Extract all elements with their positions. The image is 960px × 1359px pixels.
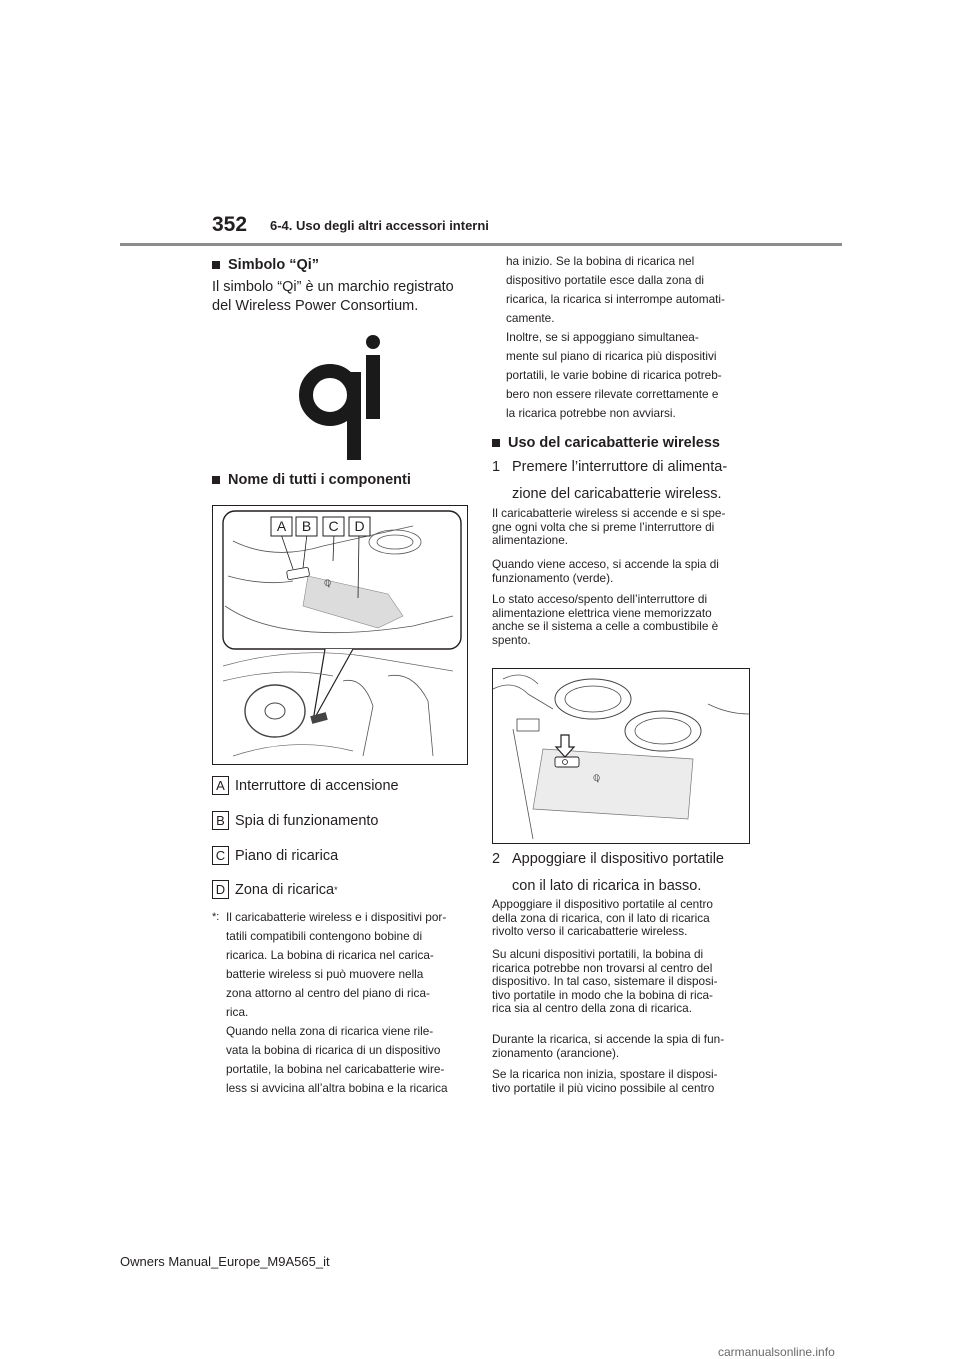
para-line: Lo stato acceso/spento dell’interruttore di bbox=[492, 592, 708, 606]
legend-item-c bbox=[212, 846, 338, 865]
footnote-line: batterie wireless si può muovere nella bbox=[226, 967, 424, 981]
footnote-line: Il caricabatterie wireless e i dispositivi por- bbox=[226, 910, 447, 924]
heading-bullet bbox=[212, 261, 220, 269]
callout-b: B bbox=[301, 518, 312, 534]
zoom-pointer bbox=[313, 649, 353, 721]
cup-holder-front-inner bbox=[565, 686, 621, 712]
charger-drawing bbox=[493, 669, 749, 843]
para-line: tivo portatile in modo che la bobina di rica- bbox=[492, 987, 713, 1002]
components-heading-text: Nome di tutti i componenti bbox=[228, 472, 411, 488]
callout-c: C bbox=[328, 518, 339, 534]
components-illustration bbox=[212, 505, 468, 765]
para-line: Il caricabatterie wireless si accende e si spe- bbox=[492, 506, 726, 520]
legend-tag-d: D bbox=[212, 880, 229, 899]
footnote-line: dispositivo portatile esce dalla zona di bbox=[506, 273, 705, 287]
footnote-line: mente sul piano di ricarica più dispositivi bbox=[506, 349, 717, 363]
step-1-line: zione del caricabatterie wireless. bbox=[512, 486, 722, 502]
para-line: rivolto verso il caricabatterie wireless. bbox=[492, 924, 688, 938]
step-2-para-2 bbox=[492, 948, 752, 1016]
heading-bullet bbox=[212, 476, 220, 484]
para-line: funzionamento (verde). bbox=[492, 570, 614, 585]
manual-id: Owners Manual_Europe_M9A565_it bbox=[120, 1254, 330, 1269]
para-line: spento. bbox=[492, 632, 531, 647]
seat-outline bbox=[343, 680, 373, 756]
qi-logo-q-bowl bbox=[306, 371, 354, 419]
dashboard-line bbox=[223, 672, 333, 681]
footnote-line: vata la bobina di ricarica di un dispositivo bbox=[226, 1043, 441, 1057]
console-line bbox=[493, 685, 553, 709]
usage-heading bbox=[492, 435, 720, 451]
para-line: Quando viene acceso, si accende la spia di bbox=[492, 557, 719, 571]
footnote-line: portatili, le varie bobine di ricarica potreb- bbox=[506, 368, 722, 382]
callout-d: D bbox=[354, 518, 365, 534]
qi-logo-q-stem bbox=[347, 372, 361, 460]
legend-item-d bbox=[212, 880, 338, 899]
console-line bbox=[708, 704, 749, 714]
para-line: alimentazione elettrica viene memorizzato bbox=[492, 605, 712, 620]
legend-item-b bbox=[212, 811, 379, 830]
steering-hub bbox=[265, 703, 285, 719]
para-line: ricarica potrebbe non trovarsi al centro del bbox=[492, 960, 713, 975]
footnote-line: ricarica, la ricarica si interrompe automati- bbox=[506, 292, 725, 306]
para-line: dispositivo. In tal caso, sistemare il disposi- bbox=[492, 974, 718, 988]
para-line: della zona di ricarica, con il lato di ricarica bbox=[492, 910, 710, 925]
step-1-para-3 bbox=[492, 593, 752, 647]
step-2-line: Appoggiare il dispositivo portatile bbox=[512, 851, 724, 867]
legend-item-a bbox=[212, 776, 399, 795]
qi-heading bbox=[212, 257, 319, 273]
para-line: alimentazione. bbox=[492, 533, 569, 547]
footnote-line: less si avvicina all’altra bobina e la ricarica bbox=[226, 1081, 448, 1095]
footnote-line: zona attorno al centro del piano di rica- bbox=[226, 986, 430, 1000]
footnote-line: Inoltre, se si appoggiano simultanea- bbox=[506, 330, 699, 344]
footnote-line: ha inizio. Se la bobina di ricarica nel bbox=[506, 254, 695, 268]
step-1-line: Premere l’interruttore di alimenta- bbox=[512, 459, 728, 475]
para-line: zionamento (arancione). bbox=[492, 1045, 620, 1060]
charger-usage-illustration bbox=[492, 668, 750, 844]
footnote bbox=[212, 908, 472, 1098]
components-heading bbox=[212, 472, 411, 488]
footnote-line: portatile, la bobina nel caricabatterie wire- bbox=[226, 1062, 445, 1076]
step-2-number: 2 bbox=[492, 851, 501, 867]
legend-tag-a: A bbox=[212, 776, 229, 795]
charger-location bbox=[310, 712, 328, 724]
footnote-marker: *: bbox=[212, 911, 220, 923]
usage-heading-text: Uso del caricabatterie wireless bbox=[508, 435, 720, 451]
qi-description-line: del Wireless Power Consortium. bbox=[212, 298, 419, 314]
console-edge bbox=[513, 729, 533, 839]
qi-logo-i-stem bbox=[366, 355, 380, 419]
step-1-para-2 bbox=[492, 558, 752, 585]
console-drawing bbox=[213, 506, 467, 764]
page-number: 352 bbox=[212, 213, 248, 236]
console-line bbox=[503, 675, 538, 684]
footnote-body bbox=[226, 908, 448, 1098]
step-2 bbox=[492, 846, 724, 900]
para-line: gne ogni volta che si preme l’interruttore di bbox=[492, 519, 715, 534]
qi-logo bbox=[298, 335, 382, 463]
watermark: carmanualsonline.info bbox=[718, 1345, 835, 1359]
step-2-para-4 bbox=[492, 1068, 752, 1095]
floor-line bbox=[233, 745, 353, 756]
legend-footnote-mark: * bbox=[334, 884, 338, 895]
side-button bbox=[517, 719, 539, 731]
step-2-para-1 bbox=[492, 898, 752, 939]
qi-mark-small: ℚ bbox=[324, 579, 332, 589]
callout-a: A bbox=[276, 518, 287, 534]
footnote-line: bero non essere rilevate correttamente e bbox=[506, 387, 719, 401]
steering-wheel bbox=[245, 685, 305, 737]
legend-label-b: Spia di funzionamento bbox=[235, 812, 379, 829]
seat-outline bbox=[388, 675, 433, 756]
para-line: Appoggiare il dispositivo portatile al centro bbox=[492, 897, 713, 911]
step-2-text bbox=[512, 846, 724, 900]
qi-mark-small: ℚ bbox=[593, 774, 601, 784]
qi-heading-text: Simbolo “Qi” bbox=[228, 257, 320, 273]
step-2-line: con il lato di ricarica in basso. bbox=[512, 878, 702, 894]
qi-description bbox=[212, 278, 482, 316]
cup-holder-rear-inner bbox=[635, 718, 691, 744]
step-1-number: 1 bbox=[492, 459, 501, 475]
cup-holder-rear bbox=[625, 711, 701, 751]
para-line: Se la ricarica non inizia, spostare il disposi- bbox=[492, 1067, 718, 1081]
footnote-line: rica. bbox=[226, 1005, 249, 1019]
header-divider bbox=[120, 243, 842, 246]
footnote-line: la ricarica potrebbe non avviarsi. bbox=[506, 406, 676, 420]
footnote-line: tatili compatibili contengono bobine di bbox=[226, 929, 423, 943]
footnote-line: ricarica. La bobina di ricarica nel carica- bbox=[226, 948, 434, 962]
qi-logo-i-dot bbox=[366, 335, 380, 349]
legend-tag-c: C bbox=[212, 846, 229, 865]
power-switch bbox=[555, 757, 579, 767]
para-line: Su alcuni dispositivi portatili, la bobina di bbox=[492, 947, 704, 961]
footnote-continuation bbox=[506, 252, 766, 423]
para-line: tivo portatile il più vicino possibile al centro bbox=[492, 1080, 715, 1095]
qi-description-line: Il simbolo “Qi” è un marchio registrato bbox=[212, 279, 454, 295]
step-1-text bbox=[512, 454, 727, 508]
para-line: rica sia al centro della zona di ricarica. bbox=[492, 1001, 692, 1015]
legend-tag-b: B bbox=[212, 811, 229, 830]
step-2-para-3 bbox=[492, 1033, 752, 1060]
step-1-para-1 bbox=[492, 507, 752, 548]
legend-label-a: Interruttore di accensione bbox=[235, 777, 399, 794]
footnote-line: Quando nella zona di ricarica viene rile- bbox=[226, 1024, 434, 1038]
section-title: 6-4. Uso degli altri accessori interni bbox=[270, 218, 489, 233]
para-line: anche se il sistema a celle a combustibile è bbox=[492, 619, 719, 633]
legend-label-d: Zona di ricarica bbox=[235, 881, 335, 898]
heading-bullet bbox=[492, 439, 500, 447]
legend-label-c: Piano di ricarica bbox=[235, 847, 339, 864]
cup-holder-front bbox=[555, 679, 631, 719]
step-1 bbox=[492, 454, 727, 508]
footnote-line: camente. bbox=[506, 311, 555, 325]
para-line: Durante la ricarica, si accende la spia di fun- bbox=[492, 1032, 725, 1046]
